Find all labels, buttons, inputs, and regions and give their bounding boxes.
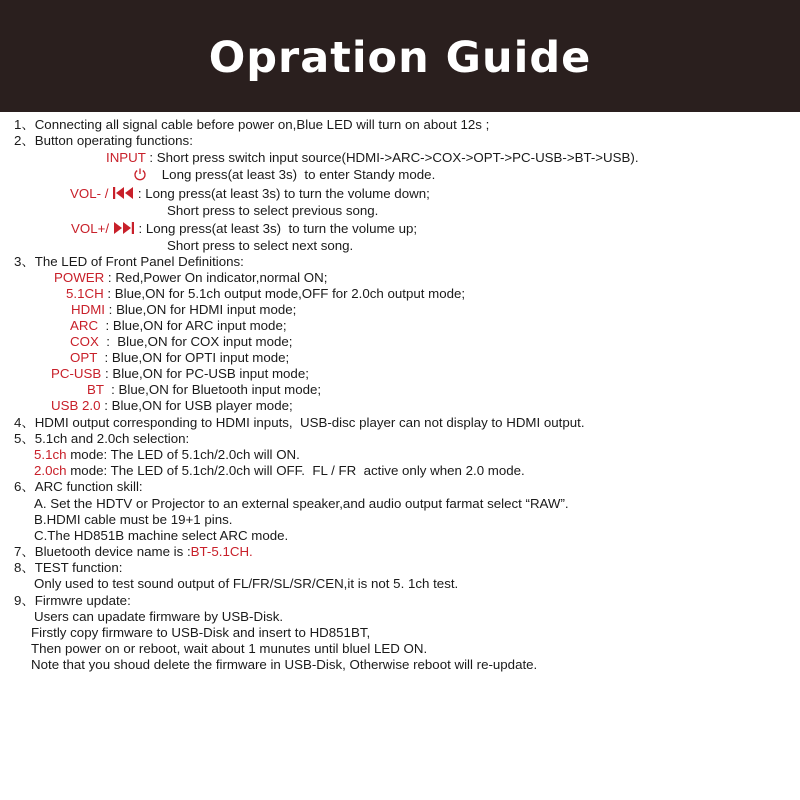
- led-desc: : Blue,ON for USB player mode;: [100, 398, 293, 413]
- test-text: Only used to test sound output of FL/FR/SL/SR/CEN,it is not 5. 1ch test.: [34, 576, 459, 591]
- led-row-hdmi: [71, 302, 296, 318]
- firmware-text: Firstly copy firmware to USB-Disk and insert to HD851BT,: [31, 625, 371, 640]
- led-desc: : Blue,ON for Bluetooth input mode;: [103, 382, 322, 397]
- item-7: [14, 544, 253, 560]
- header-banner: [0, 0, 800, 112]
- arc-step-text: C.The HD851B machine select ARC mode.: [34, 528, 289, 543]
- mode-desc: mode: The LED of 5.1ch/2.0ch will OFF. FL / FR active only when 2.0 mode.: [66, 463, 525, 478]
- arc-step-b: [34, 512, 232, 528]
- arc-step-text: B.HDMI cable must be 19+1 pins.: [34, 512, 233, 527]
- led-desc: : Blue,ON for PC-USB input mode;: [101, 366, 309, 381]
- firmware-text: Then power on or reboot, wait about 1 munutes until bluel LED ON.: [31, 641, 428, 656]
- item-text: The LED of Front Panel Definitions:: [34, 254, 244, 269]
- item-text: 5.1ch and 2.0ch selection:: [34, 431, 190, 446]
- firmware-text: Note that you shoud delete the firmware in USB-Disk, Otherwise reboot will re-update.: [31, 657, 538, 672]
- item-9: [14, 593, 131, 609]
- led-label: OPT: [70, 350, 98, 365]
- separator: :: [134, 186, 146, 201]
- arc-step-text: A. Set the HDTV or Projector to an external speaker,and audio output farmat select “RAW”.: [34, 496, 569, 511]
- vol-minus-short-row: [167, 203, 378, 219]
- item-number: 4、: [14, 415, 35, 430]
- led-label: PC-USB: [51, 366, 102, 381]
- led-row-pcusb: [51, 366, 309, 382]
- item-text: HDMI output corresponding to HDMI inputs, USB-disc player can not display to HDMI output.: [34, 415, 585, 430]
- vol-minus-long-text: Long press(at least 3s) to turn the volume down;: [145, 186, 430, 201]
- firmware-step-4: [31, 657, 537, 673]
- item-text: Connecting all signal cable before power on,Blue LED will turn on about 12s ;: [34, 117, 490, 132]
- led-label: ARC: [70, 318, 99, 333]
- input-button-label: INPUT: [106, 150, 146, 165]
- item-3: [14, 254, 244, 270]
- item-number: 3、: [14, 254, 35, 269]
- led-label: BT: [87, 382, 104, 397]
- item-text: Button operating functions:: [34, 133, 193, 148]
- item-1: [14, 117, 489, 133]
- led-row-cox: [70, 334, 292, 350]
- mode-row-51ch: [34, 447, 300, 463]
- bluetooth-device-name: BT-5.1CH.: [190, 544, 253, 559]
- item-text: Bluetooth device name is :: [34, 544, 191, 559]
- vol-minus-row: [70, 186, 430, 202]
- vol-plus-row: [71, 221, 417, 237]
- item-4: [14, 415, 585, 431]
- vol-plus-label: VOL+/: [71, 221, 113, 236]
- led-desc: : Blue,ON for COX input mode;: [98, 334, 293, 349]
- item-text: ARC function skill:: [34, 479, 143, 494]
- firmware-step-2: [31, 625, 370, 641]
- led-row-bt: [87, 382, 321, 398]
- separator: :: [145, 150, 157, 165]
- item-number: 5、: [14, 431, 35, 446]
- power-button-row: [133, 167, 435, 183]
- item-5: [14, 431, 189, 447]
- mode-label: 5.1ch: [34, 447, 67, 462]
- page-title: Opration Guide: [208, 33, 592, 83]
- vol-minus-short-text: Short press to select previous song.: [167, 203, 379, 218]
- led-desc: : Blue,ON for OPTI input mode;: [97, 350, 290, 365]
- previous-track-icon: [112, 186, 134, 204]
- led-desc: : Blue,ON for 5.1ch output mode,OFF for 2.0ch output mode;: [103, 286, 466, 301]
- vol-plus-short-text: Short press to select next song.: [167, 238, 354, 253]
- led-desc: : Blue,ON for HDMI input mode;: [104, 302, 297, 317]
- vol-plus-long-text: Long press(at least 3s) to turn the volume up;: [145, 221, 418, 236]
- item-number: 2、: [14, 133, 35, 148]
- led-label: USB 2.0: [51, 398, 101, 413]
- power-icon: [133, 167, 147, 185]
- item-2: [14, 133, 193, 149]
- led-desc: : Blue,ON for ARC input mode;: [98, 318, 287, 333]
- item-6: [14, 479, 143, 495]
- firmware-text: Users can upadate firmware by USB-Disk.: [34, 609, 284, 624]
- item-number: 8、: [14, 560, 35, 575]
- next-track-icon: [113, 221, 135, 239]
- separator: :: [134, 221, 146, 236]
- item-number: 6、: [14, 479, 35, 494]
- input-button-row: [106, 150, 639, 166]
- power-long-press-text: Long press(at least 3s) to enter Standy mode.: [161, 167, 436, 182]
- item-8: [14, 560, 122, 576]
- item-number: 7、: [14, 544, 35, 559]
- led-label: HDMI: [71, 302, 105, 317]
- vol-plus-short-row: [167, 238, 353, 254]
- input-short-press-text: Short press switch input source(HDMI->ARC->COX->OPT->PC-USB->BT->USB).: [156, 150, 639, 165]
- mode-desc: mode: The LED of 5.1ch/2.0ch will ON.: [66, 447, 300, 462]
- item-text: Firmwre update:: [34, 593, 131, 608]
- mode-label: 2.0ch: [34, 463, 67, 478]
- led-label: 5.1CH: [66, 286, 104, 301]
- item-number: 9、: [14, 593, 35, 608]
- item-text: TEST function:: [34, 560, 123, 575]
- firmware-step-1: [34, 609, 283, 625]
- led-row-power: [54, 270, 327, 286]
- firmware-step-3: [31, 641, 427, 657]
- led-row-opt: [70, 350, 289, 366]
- led-desc: : Red,Power On indicator,normal ON;: [104, 270, 328, 285]
- test-description: [34, 576, 458, 592]
- led-label: POWER: [54, 270, 105, 285]
- arc-step-a: [34, 496, 569, 512]
- led-row-usb20: [51, 398, 293, 414]
- led-row-51ch: [66, 286, 465, 302]
- mode-row-20ch: [34, 463, 525, 479]
- led-row-arc: [70, 318, 287, 334]
- arc-step-c: [34, 528, 288, 544]
- vol-minus-label: VOL- /: [70, 186, 113, 201]
- item-number: 1、: [14, 117, 35, 132]
- led-label: COX: [70, 334, 99, 349]
